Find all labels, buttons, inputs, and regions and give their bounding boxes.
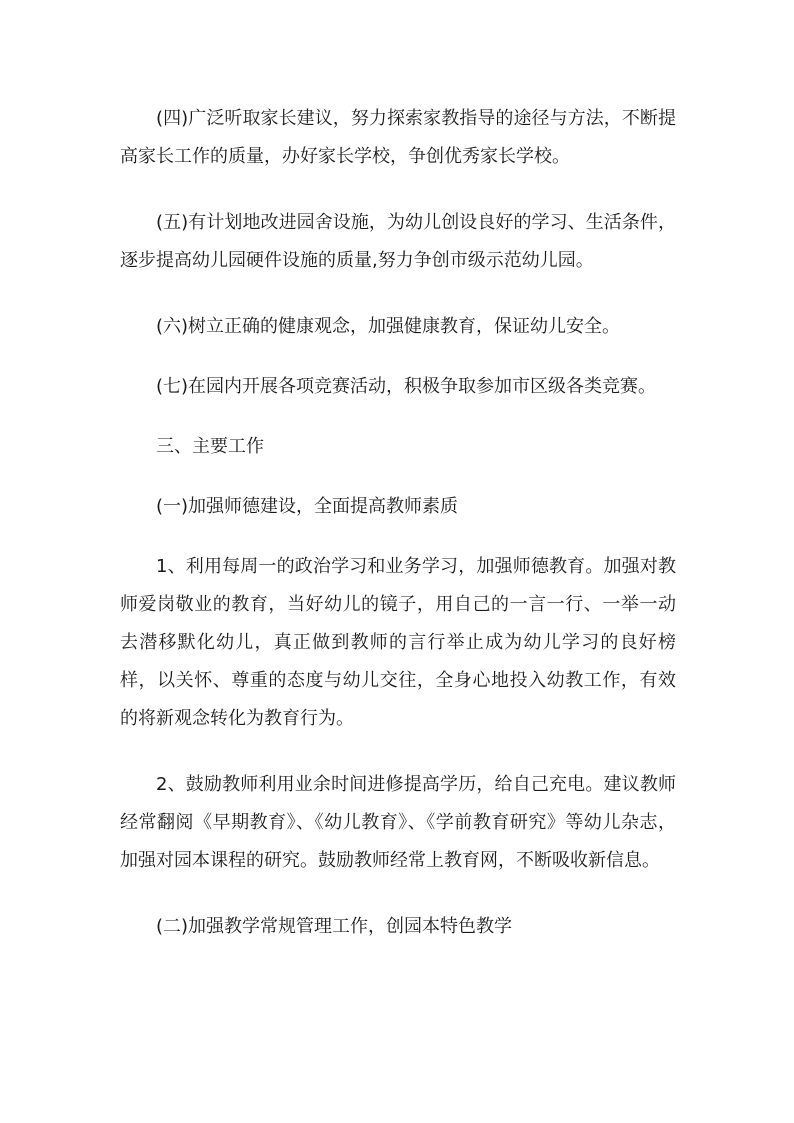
paragraph-goal-5: (五)有计划地改进园舍设施，为幼儿创设良好的学习、生活条件，逐步提高幼儿园硬件设施的质量,努力争创市级示范幼儿园。 (120, 212, 676, 271)
document-body (120, 100, 676, 968)
paragraph-goal-6: (六)树立正确的健康观念，加强健康教育，保证幼儿安全。 (156, 316, 621, 337)
section-heading-main-work: 三、主要工作 (156, 436, 264, 457)
paragraph-goal-4: (四)广泛听取家长建议，努力探索家教指导的途径与方法，不断提高家长工作的质量，办好家长学校，争创优秀家长学校。 (120, 108, 676, 167)
paragraph-goal-7: (七)在园内开展各项竞赛活动，积极争取参加市区级各类竞赛。 (156, 376, 657, 397)
subheading-teacher-ethics: (一)加强师德建设，全面提高教师素质 (156, 496, 459, 517)
paragraph-ethics-item-1: 1、利用每周一的政治学习和业务学习，加强师德教育。加强对教师爱岗敬业的教育，当好幼儿的镜子，用自己的一言一行、一举一动去潜移默化幼儿，真正做到教师的言行举止成为幼儿学习的良好榜样，以关怀、尊重的态度与幼儿交往，全身心地投入幼教工作，有效的将新观念转化为教育行为。 (120, 556, 676, 729)
subheading-teaching-management: (二)加强教学常规管理工作，创园本特色教学 (156, 916, 513, 937)
paragraph-ethics-item-2: 2、鼓励教师利用业余时间进修提高学历，给自己充电。建议教师经常翻阅《早期教育》、《幼儿教育》、《学前教育研究》等幼儿杂志，加强对园本课程的研究。鼓励教师经常上教育网，不断吸收新信息。 (120, 774, 676, 871)
